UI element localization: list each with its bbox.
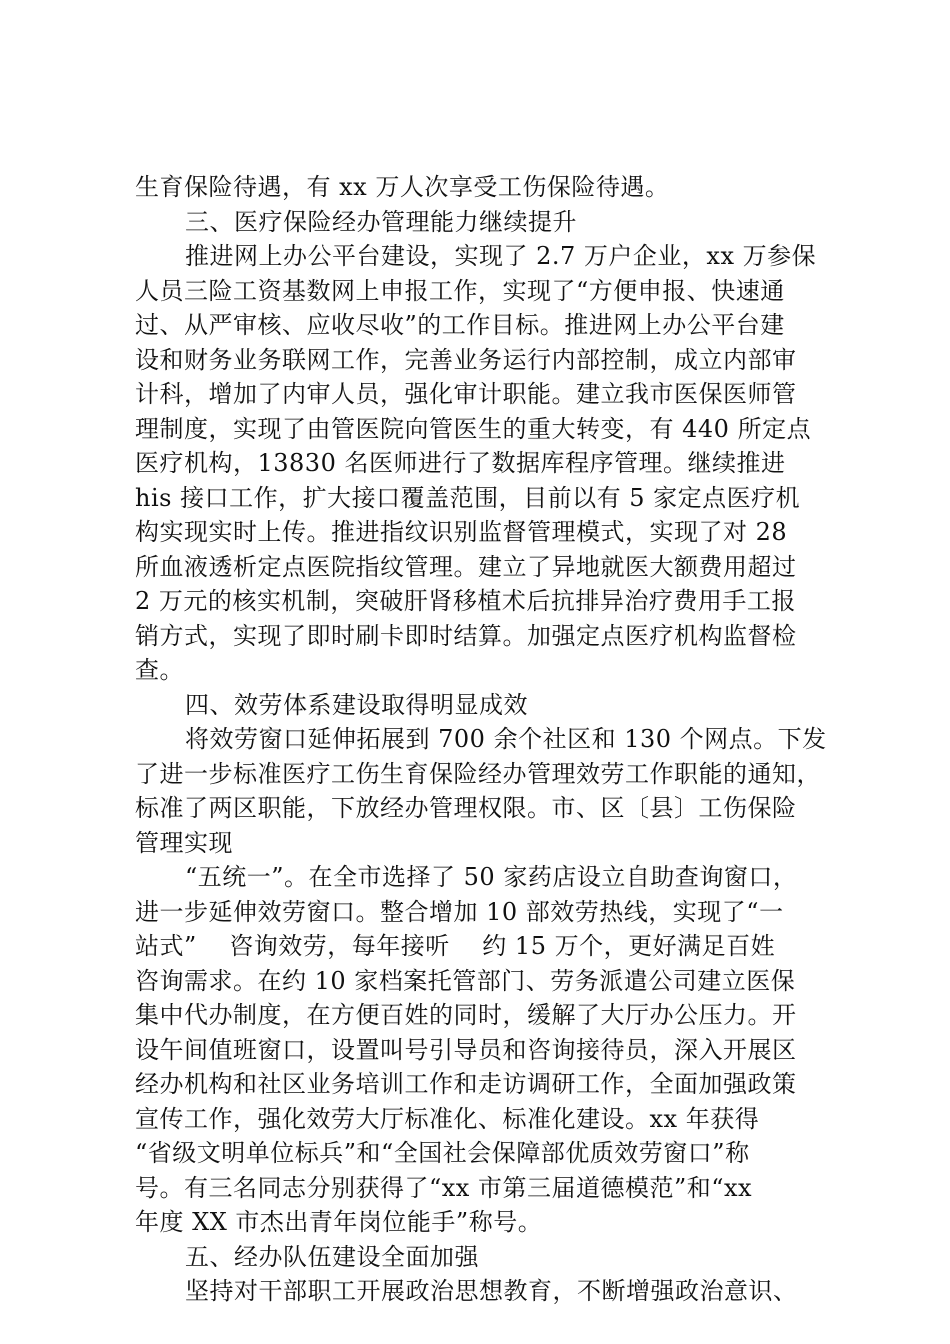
paragraph-line: 过、从严审核、应收尽收”的工作目标。推进网上办公平台建	[135, 311, 785, 339]
paragraph-line: 坚持对干部职工开展政治思想教育，不断增强政治意识、	[185, 1277, 798, 1305]
paragraph-line: 年度 XX 市杰出青年岗位能手”称号。	[135, 1208, 543, 1236]
section-heading: 五、经办队伍建设全面加强	[185, 1242, 479, 1271]
section-heading: 三、医疗保险经办管理能力继续提升	[185, 207, 577, 236]
paragraph-line: “五统一”。在全市选择了 50 家药店设立自助查询窗口，	[185, 863, 798, 891]
paragraph-line: 医疗机构，13830 名医师进行了数据库程序管理。继续推进	[135, 449, 786, 477]
paragraph-line: 了进一步标准医疗工伤生育保险经办管理效劳工作职能的通知，	[135, 759, 821, 788]
paragraph-line: 管理实现	[135, 828, 233, 857]
paragraph-line: 理制度，实现了由管医院向管医生的重大转变，有 440 所定点	[135, 414, 812, 443]
paragraph-line: 标准了两区职能，下放经办管理权限。市、区〔县〕工伤保险	[135, 794, 797, 822]
paragraph-line: 2 万元的核实机制，突破肝肾移植术后抗排异治疗费用手工报	[135, 587, 796, 615]
paragraph-line: 集中代办制度，在方便百姓的同时，缓解了大厅办公压力。开	[135, 1001, 797, 1029]
paragraph-line: 推进网上办公平台建设，实现了 2.7 万户企业，xx 万参保	[185, 242, 817, 270]
paragraph-line: 设午间值班窗口，设置叫号引导员和咨询接待员，深入开展区	[135, 1035, 797, 1064]
paragraph-line: 咨询需求。在约 10 家档案托管部门、劳务派遣公司建立医保	[135, 966, 796, 995]
paragraph-line: 所血液透析定点医院指纹管理。建立了异地就医大额费用超过	[135, 552, 797, 581]
paragraph-line: 号。有三名同志分别获得了“xx 市第三届道德模范”和“xx	[135, 1173, 753, 1202]
paragraph-line: 计科，增加了内审人员，强化审计职能。建立我市医保医师管	[135, 380, 797, 408]
paragraph-line: 站式” 咨询效劳，每年接听 约 15 万个，更好满足百姓	[135, 932, 776, 960]
paragraph-line: 构实现实时上传。推进指纹识别监督管理模式，实现了对 28	[135, 518, 788, 546]
paragraph-line: 进一步延伸效劳窗口。整合增加 10 部效劳热线，实现了“一	[135, 897, 784, 926]
document-body	[135, 170, 835, 1309]
paragraph-line: 销方式，实现了即时刷卡即时结算。加强定点医疗机构监督检	[135, 621, 797, 650]
paragraph-line: 将效劳窗口延伸拓展到 700 余个社区和 130 个网点。下发	[185, 725, 827, 753]
paragraph-line: 设和财务业务联网工作，完善业务运行内部控制，成立内部审	[135, 345, 797, 374]
section-heading: 四、效劳体系建设取得明显成效	[185, 690, 528, 719]
paragraph-line: 查。	[135, 656, 184, 684]
paragraph-line: 宣传工作，强化效劳大厅标准化、标准化建设。xx 年获得	[135, 1104, 760, 1133]
paragraph-line: 经办机构和社区业务培训工作和走访调研工作，全面加强政策	[135, 1070, 797, 1098]
paragraph-line: his 接口工作，扩大接口覆盖范围，目前以有 5 家定点医疗机	[135, 483, 801, 512]
paragraph-line: 生育保险待遇，有 xx 万人次享受工伤保险待遇。	[135, 173, 670, 201]
paragraph-line: 人员三险工资基数网上申报工作，实现了“方便申报、快速通	[135, 276, 785, 305]
paragraph-line: “省级文明单位标兵”和“全国社会保障部优质效劳窗口”称	[135, 1139, 750, 1167]
